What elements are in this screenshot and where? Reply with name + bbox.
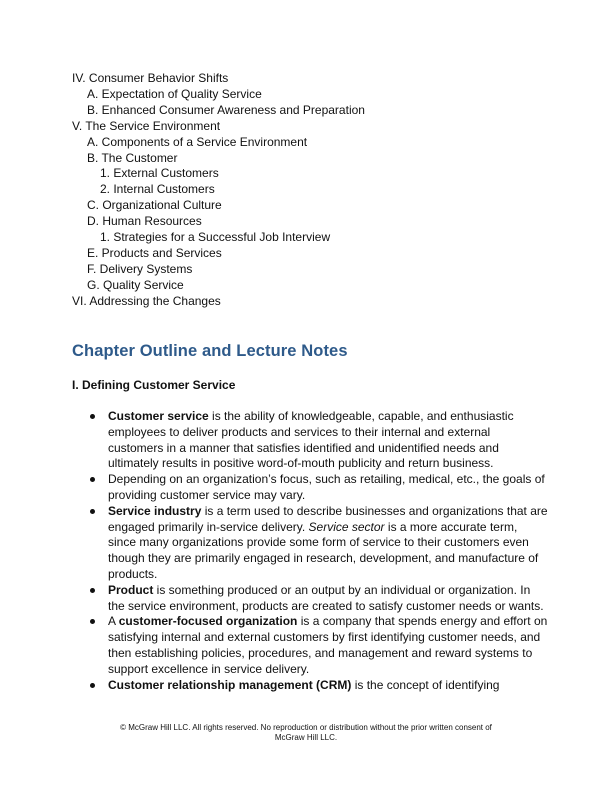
list-item xyxy=(90,583,548,615)
copyright-footer xyxy=(100,723,512,742)
bullet-icon xyxy=(90,588,95,593)
outline-item: B. Enhanced Consumer Awareness and Preparation xyxy=(87,102,365,117)
list-item-term: Service industry xyxy=(108,503,202,518)
subsection-heading: I. Defining Customer Service xyxy=(72,378,236,392)
outline-item: G. Quality Service xyxy=(87,277,184,292)
outline-item: E. Products and Services xyxy=(87,245,222,260)
outline-item: B. The Customer xyxy=(87,150,178,165)
list-item-text: is a term used to describe businesses and organizations that are engaged primarily in-service delivery. xyxy=(108,503,548,534)
outline-item: F. Delivery Systems xyxy=(87,261,193,276)
outline-item: A. Components of a Service Environment xyxy=(87,134,308,149)
outline-item: D. Human Resources xyxy=(87,214,202,229)
outline-item: 1. External Customers xyxy=(100,166,219,181)
list-item-text: A xyxy=(108,614,119,629)
list-item-text: is a company that spends energy and effort on satisfying internal and external customers by first identifying customer needs, and then establishing policies, procedures, and management and reward systems to support excellence in service delivery. xyxy=(108,614,548,676)
list-item-term: Customer service xyxy=(108,409,209,423)
outline-item: 1. Strategies for a Successful Job Interview xyxy=(100,230,331,245)
bullet-icon xyxy=(90,477,95,482)
topic-outline xyxy=(72,71,365,310)
section-heading: Chapter Outline and Lecture Notes xyxy=(72,342,348,360)
footer-line-1: © McGraw Hill LLC. All rights reserved. No reproduction or distribution without the prior written consent of xyxy=(120,723,492,732)
outline-item: A. Expectation of Quality Service xyxy=(87,86,262,101)
outline-item: V. The Service Environment xyxy=(72,118,221,133)
list-item-text: is the ability of knowledgeable, capable, and enthusiastic employees to deliver products and services to their internal and external customers in a manner that satisfies identified and unidentified needs and ultimately results in positive word-of-mouth publicity and return business. xyxy=(108,409,514,471)
bullet-icon xyxy=(90,509,95,514)
bullet-icon xyxy=(90,414,95,419)
outline-item: IV. Consumer Behavior Shifts xyxy=(72,71,229,85)
list-item xyxy=(90,409,548,472)
list-item-term: Customer relationship management (CRM) xyxy=(108,677,352,692)
outline-item: VI. Addressing the Changes xyxy=(72,293,221,308)
lecture-notes-list xyxy=(90,409,548,693)
list-item-text: is a more accurate term, since many organizations provide some form of service to their customers even though they are primarily engaged in research, development, and manufacture of products. xyxy=(108,519,539,581)
bullet-icon xyxy=(90,683,95,688)
list-item-text: is the concept of identifying xyxy=(351,677,500,692)
list-item-term: customer-focused organization xyxy=(118,614,298,629)
list-item xyxy=(90,614,548,677)
list-item-text: Depending on an organization’s focus, such as retailing, medical, etc., the goals of providing customer service may vary. xyxy=(108,472,545,502)
bullet-icon xyxy=(90,619,95,624)
outline-item: C. Organizational Culture xyxy=(87,198,222,213)
list-item-text: is something produced or an output by an individual or organization. In the service environment, products are created to satisfy customer needs or wants. xyxy=(108,582,544,613)
outline-item: 2. Internal Customers xyxy=(100,182,215,197)
list-item-term: Product xyxy=(108,582,154,597)
list-item-emphasis: Service sector xyxy=(308,519,385,534)
list-item xyxy=(90,472,548,504)
footer-line-2: McGraw Hill LLC. xyxy=(274,732,338,742)
list-item xyxy=(90,678,548,694)
list-item xyxy=(90,504,548,583)
